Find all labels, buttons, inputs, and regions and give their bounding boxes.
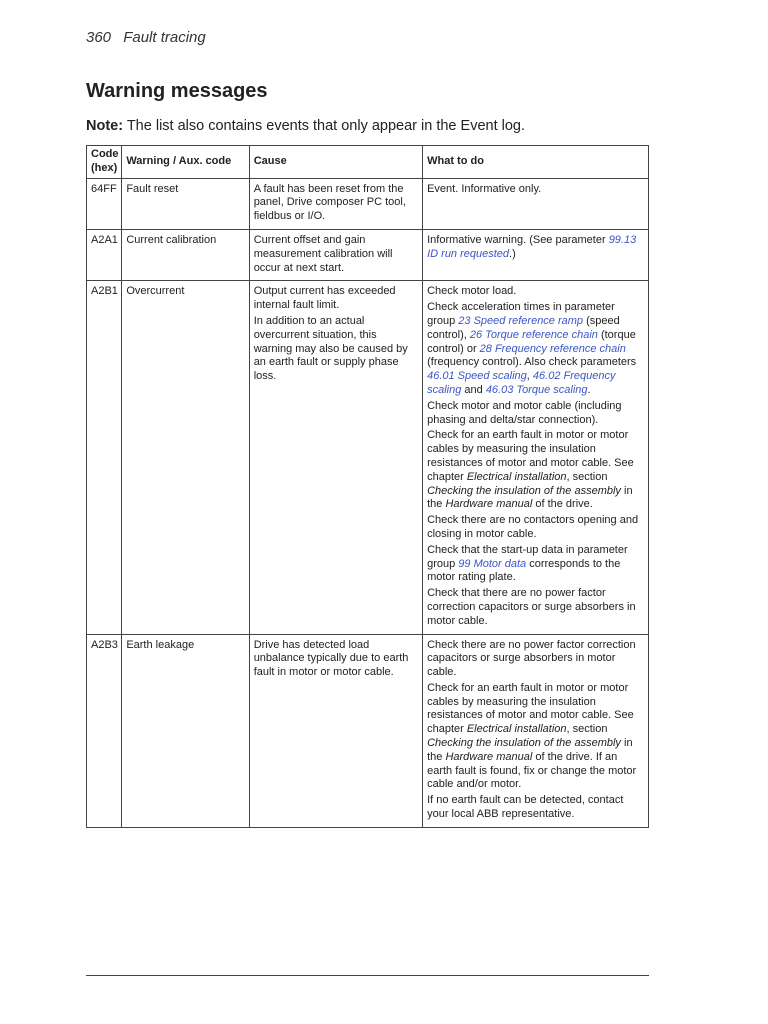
- cell-code: A2B3: [87, 634, 122, 827]
- section-title: Fault tracing: [123, 29, 206, 46]
- table-header-row: [87, 146, 649, 179]
- param-link[interactable]: 99 Motor data: [458, 557, 527, 570]
- note-text: The list also contains events that only appear in the Event log.: [123, 118, 526, 134]
- cell-cause: Drive has detected load unbalance typically due to earth fault in motor or motor cable.: [249, 634, 422, 827]
- cell-warning: Earth leakage: [122, 634, 249, 827]
- header-warning: Warning / Aux. code: [122, 146, 249, 179]
- header-cause: Cause: [249, 146, 422, 179]
- warning-table: [86, 145, 649, 828]
- cell-cause: A fault has been reset from the panel, Drive composer PC tool, fieldbus or I/O.: [249, 178, 422, 229]
- param-link[interactable]: 46.02 Frequency scaling: [427, 370, 616, 396]
- param-link[interactable]: 28 Frequency reference chain: [479, 342, 626, 355]
- page-number: 360: [86, 29, 112, 46]
- footer-divider: [86, 975, 649, 976]
- param-link[interactable]: 23 Speed reference ramp: [458, 314, 584, 327]
- cell-code: A2B1: [87, 281, 122, 634]
- cell-warning: Current calibration: [122, 229, 249, 280]
- header-what-to-do: What to do: [423, 146, 649, 179]
- cell-cause: Output current has exceeded internal fault limit. In addition to an actual overcurrent situation, this warning may also be caused by an earth fault or supply phase loss.: [249, 281, 422, 634]
- table-row: [87, 281, 649, 634]
- cell-cause: Current offset and gain measurement calibration will occur at next start.: [249, 229, 422, 280]
- cell-what-to-do: Event. Informative only.: [423, 178, 649, 229]
- cell-what-to-do: Informative warning. (See parameter 99.13 ID run requested.): [423, 229, 649, 280]
- cell-what-to-do: Check motor load. Check acceleration times in parameter group 23 Speed reference ramp (speed control), 26 Torque reference chain (torque control) or 28 Frequency reference chain (frequency control). Also check parameters 46.01 Speed scaling, 46.02 Frequency scaling and 46.03 Torque scaling. Check motor and motor cable (including phasing and delta/star connection). Check for an earth fault in motor or motor cables by measuring the insulation resistances of motor and motor cable. See chapter Electrical installation, section Checking the insulation of the assembly in the Hardware manual of the drive. Check there are no contactors opening and closing in motor cable. Check that the start-up data in parameter group 99 Motor data corresponds to the motor rating plate. Check that there are no power factor correction capacitors or surge absorbers in motor cable.: [423, 281, 649, 634]
- cell-warning: Overcurrent: [122, 281, 249, 634]
- cell-what-to-do: Check there are no power factor correction capacitors or surge absorbers in motor cable. Check for an earth fault in motor or motor cables by measuring the insulation resistances of motor and motor cable. See chapter Electrical installation, section Checking the insulation of the assembly in the Hardware manual of the drive. If an earth fault is found, fix or change the motor cable and/or motor. If no earth fault can be detected, contact your local ABB representative.: [423, 634, 649, 827]
- cell-code: 64FF: [87, 178, 122, 229]
- note: [86, 118, 525, 134]
- param-link[interactable]: 26 Torque reference chain: [469, 328, 598, 341]
- note-label: Note:: [86, 118, 124, 134]
- param-link[interactable]: 99.13 ID run requested: [427, 233, 637, 260]
- cell-warning: Fault reset: [122, 178, 249, 229]
- param-link[interactable]: 46.01 Speed scaling: [427, 370, 527, 383]
- header-code: Code (hex): [87, 146, 122, 179]
- param-link[interactable]: 46.03 Torque scaling: [485, 383, 588, 396]
- table-row: [87, 229, 649, 280]
- page-header: [86, 29, 206, 46]
- table-row: [87, 634, 649, 827]
- cell-code: A2A1: [87, 229, 122, 280]
- page-title: Warning messages: [86, 80, 268, 102]
- table-row: [87, 178, 649, 229]
